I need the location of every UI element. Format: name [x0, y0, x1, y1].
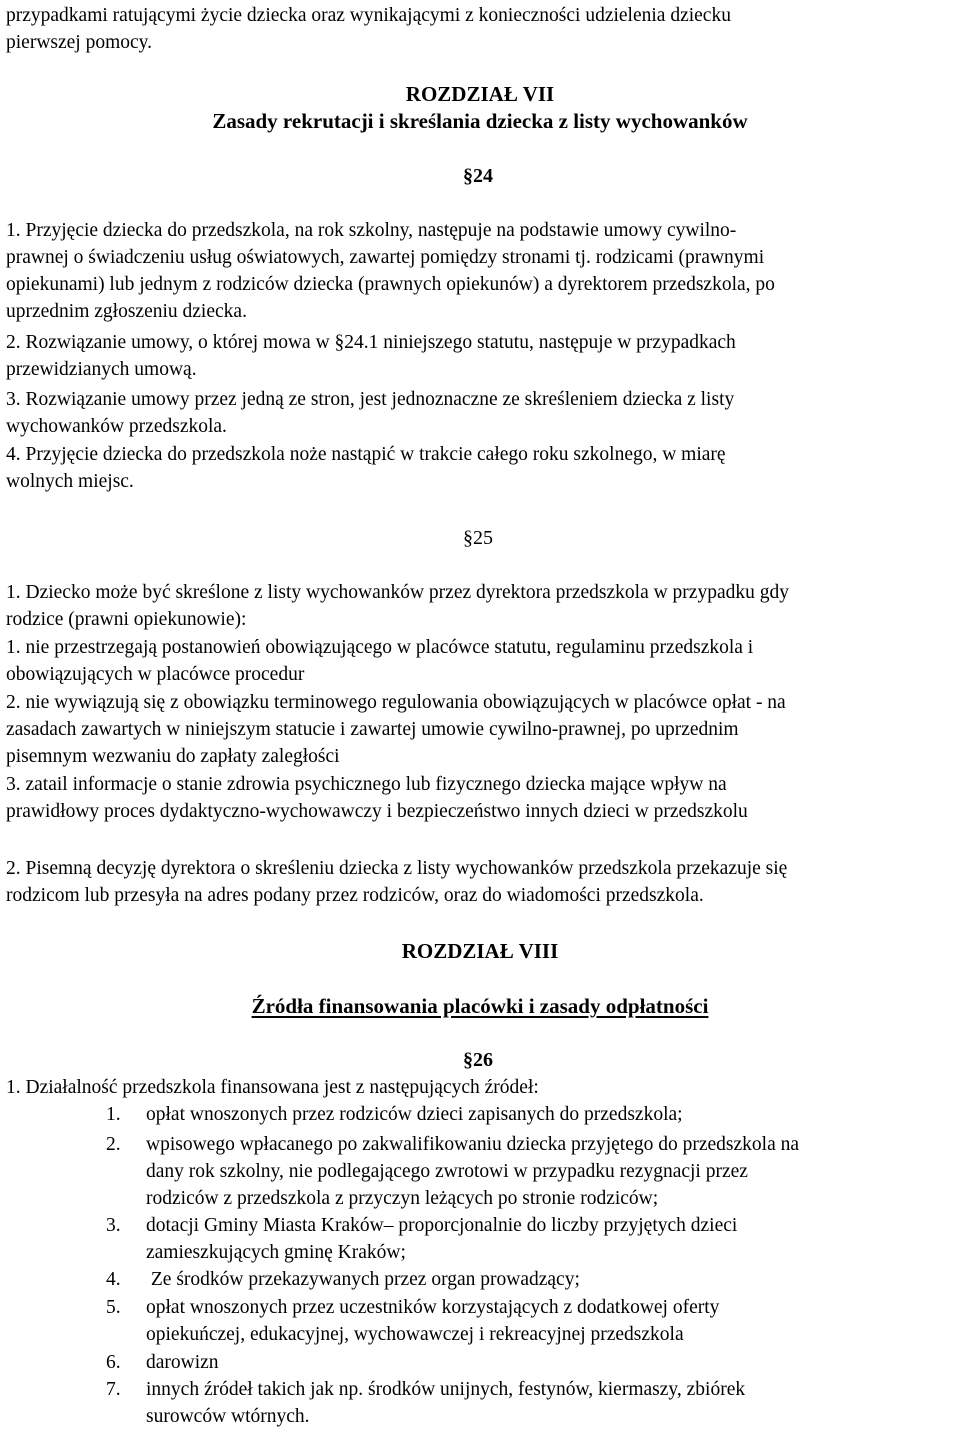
section-26-number: §26 — [463, 1049, 493, 1071]
paragraph-line: wychowanków przedszkola. — [6, 416, 227, 437]
chapter-7-title: Zasady rekrutacji i skreślania dziecka z listy wychowanków — [212, 109, 748, 133]
section-25-number: §25 — [463, 527, 493, 549]
list-number: 7. — [106, 1379, 121, 1400]
list-item-line: rodziców z przedszkola z przyczyn leżących po stronie rodziców; — [146, 1188, 659, 1209]
paragraph-line: 4. Przyjęcie dziecka do przedszkola noże nastąpić w trakcie całego roku szkolnego, w miarę — [6, 444, 726, 465]
chapter-8-heading: ROZDZIAŁ VIII — [401, 939, 559, 963]
list-item-line: darowizn — [146, 1352, 219, 1373]
paragraph-line: 2. Rozwiązanie umowy, o której mowa w §24.1 niniejszego statutu, następuje w przypadkach — [6, 332, 736, 353]
intro-line: przypadkami ratującymi życie dziecka oraz wynikającymi z konieczności udzielenia dziecku — [6, 5, 731, 26]
list-number: 5. — [106, 1297, 121, 1318]
list-number: 6. — [106, 1352, 121, 1373]
list-item-line: Ze środków przekazywanych przez organ prowadzący; — [146, 1269, 580, 1290]
paragraph-line: przewidzianych umową. — [6, 359, 197, 380]
list-item-line: wpisowego wpłacanego po zakwalifikowaniu dziecka przyjętego do przedszkola na — [146, 1134, 800, 1155]
list-item-line: innych źródeł takich jak np. środków unijnych, festynów, kiermaszy, zbiórek — [146, 1379, 746, 1400]
paragraph-line: pisemnym wezwaniu do zapłaty zaległości — [6, 746, 340, 767]
paragraph-line: uprzednim zgłoszeniu dziecka. — [6, 301, 247, 322]
paragraph-line: 1. Działalność przedszkola finansowana jest z następujących źródeł: — [6, 1077, 539, 1098]
paragraph-line: 1. Przyjęcie dziecka do przedszkola, na rok szkolny, następuje na podstawie umowy cywilno- — [6, 220, 737, 241]
paragraph-line: zasadach zawartych w niniejszym statucie i zawartej umowie cywilno-prawnej, po uprzednim — [6, 719, 739, 740]
list-number: 4. — [106, 1269, 121, 1290]
paragraph-line: 3. Rozwiązanie umowy przez jedną ze stron, jest jednoznaczne ze skreśleniem dziecka z listy — [6, 389, 735, 410]
list-item-line: dotacji Gminy Miasta Kraków– proporcjonalnie do liczby przyjętych dzieci — [146, 1215, 738, 1236]
list-item-line: zamieszkujących gminę Kraków; — [146, 1242, 406, 1263]
list-number: 1. — [106, 1104, 121, 1125]
list-item-line: opłat wnoszonych przez uczestników korzystających z dodatkowej oferty — [146, 1297, 720, 1318]
paragraph-line: prawnej o świadczeniu usług oświatowych, zawartej pomiędzy stronami tj. rodzicami (prawnymi — [6, 247, 765, 268]
paragraph-line: wolnych miejsc. — [6, 471, 134, 492]
chapter-7-heading: ROZDZIAŁ VII — [405, 82, 555, 106]
paragraph-line: 2. Pisemną decyzję dyrektora o skreśleniu dziecka z listy wychowanków przedszkola przekazuje się — [6, 858, 788, 879]
list-item-line: surowców wtórnych. — [146, 1406, 310, 1427]
list-number: 2. — [106, 1134, 121, 1155]
paragraph-line: obowiązujących w placówce procedur — [6, 664, 305, 685]
paragraph-line: prawidłowy proces dydaktyczno-wychowawczy i bezpieczeństwo innych dzieci w przedszkolu — [6, 801, 748, 822]
section-24-number: §24 — [463, 165, 493, 187]
intro-line: pierwszej pomocy. — [6, 32, 153, 53]
paragraph-line: rodzice (prawni opiekunowie): — [6, 609, 247, 630]
list-number: 3. — [106, 1215, 121, 1236]
chapter-8-title: Źródła finansowania placówki i zasady odpłatności — [251, 994, 709, 1018]
paragraph-line: 2. nie wywiązują się z obowiązku terminowego regulowania obowiązujących w placówce opłat - na — [6, 692, 786, 713]
paragraph-line: 1. nie przestrzegają postanowień obowiązującego w placówce statutu, regulaminu przedszkola i — [6, 637, 754, 658]
list-item-line: opiekuńczej, edukacyjnej, wychowawczej i rekreacyjnej przedszkola — [146, 1324, 684, 1345]
paragraph-line: rodzicom lub przesyła na adres podany przez rodziców, oraz do wiadomości przedszkola. — [6, 885, 704, 906]
list-item-line: dany rok szkolny, nie podlegającego zwrotowi w przypadku rezygnacji przez — [146, 1161, 748, 1182]
paragraph-line: 3. zatail informacje o stanie zdrowia psychicznego lub fizycznego dziecka mające wpływ na — [6, 774, 727, 795]
list-item-line: opłat wnoszonych przez rodziców dzieci zapisanych do przedszkola; — [146, 1104, 683, 1125]
paragraph-line: 1. Dziecko może być skreślone z listy wychowanków przez dyrektora przedszkola w przypadku gdy — [6, 582, 789, 603]
paragraph-line: opiekunami) lub jednym z rodziców dziecka (prawnych opiekunów) a dyrektorem przedszkola, po — [6, 274, 775, 295]
